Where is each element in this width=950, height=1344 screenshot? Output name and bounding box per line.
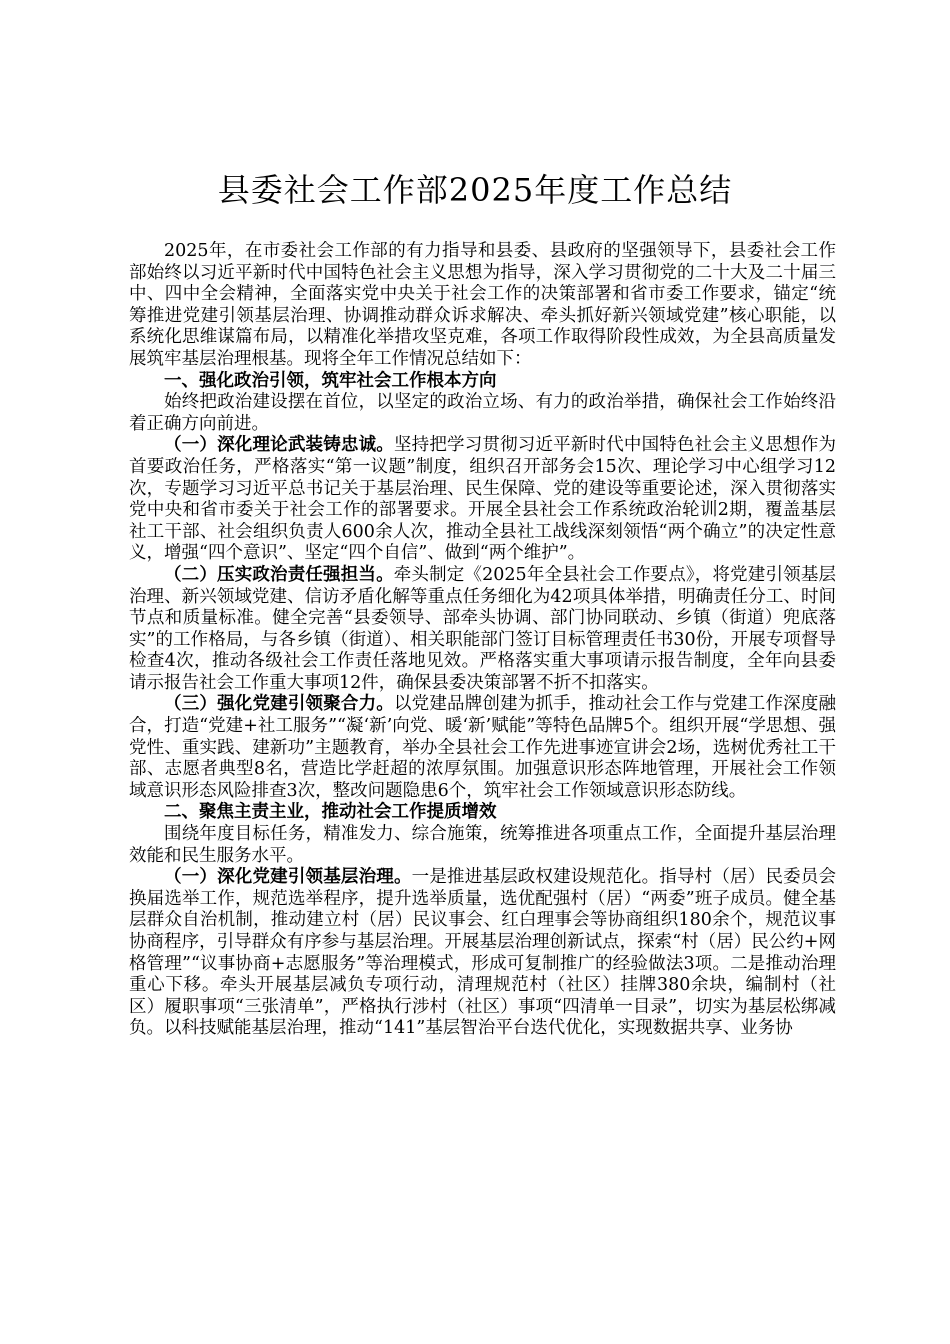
paragraph-text: 一、强化政治引领，筑牢社会工作根本方向 xyxy=(164,370,497,391)
subsection-lead: （三）强化党建引领聚合力。 xyxy=(164,694,394,715)
paragraph-text: 始终把政治建设摆在首位，以坚定的政治立场、有力的政治举措，确保社会工作始终沿着正确方向前进。 xyxy=(129,392,836,434)
document-body xyxy=(129,241,836,1040)
body-paragraph xyxy=(129,867,836,1040)
paragraph-text: 一是推进基层政权建设规范化。指导村（居）民委员会换届选举工作，规范选举程序，提升选举质量，选优配强村（居）“两委”班子成员。健全基层群众自治机制，推动建立村（居）民议事会、红白理事会等协商组织180余个，规范议事协商程序，引导群众有序参与基层治理。开展基层治理创新试点，探索“村（居）民公约+网格管理”“议事协商+志愿服务”等治理模式，形成可复制推广的经验做法3项。二是推动治理重心下移。牵头开展基层减负专项行动，清理规范村（社区）挂牌380余块，编制村（社区）履职事项“三张清单”，严格执行涉村（社区）事项“四清单一目录”，切实为基层松绑减负。以科技赋能基层治理，推动“141”基层智治平台迭代优化，实现数据共享、业务协 xyxy=(129,867,837,1039)
paragraph-text: 牵头制定《2025年全县社会工作要点》，将党建引领基层治理、新兴领域党建、信访矛盾化解等重点任务细化为42项具体举措，明确责任分工、时间节点和质量标准。健全完善“县委领导、部牵头协调、部门协同联动、乡镇（街道）兜底落实”的工作格局，与各乡镇（街道）、相关职能部门签订目标管理责任书30份，开展专项督导检查4次，推动各级社会工作责任落地见效。严格落实重大事项请示报告制度，全年向县委请示报告社会工作重大事项12件，确保县委决策部署不折不扣落实。 xyxy=(129,564,836,693)
document-title: 县委社会工作部2025年度工作总结 xyxy=(217,171,733,209)
subsection-lead: （一）深化党建引领基层治理。 xyxy=(164,867,412,888)
subsection-lead: （二）压实政治责任强担当。 xyxy=(164,564,394,585)
paragraph-text: 围绕年度目标任务，精准发力、综合施策，统筹推进各项重点工作，全面提升基层治理效能和民生服务水平。 xyxy=(129,824,836,866)
paragraph-text: 坚持把学习贯彻习近平新时代中国特色社会主义思想作为首要政治任务，严格落实“第一议题”制度，组织召开部务会15次、理论学习中心组学习12次，专题学习习近平总书记关于基层治理、民生保障、党的建设等重要论述，深入贯彻落实党中央和省市委关于社会工作的部署要求。开展全县社会工作系统政治轮训2期，覆盖基层社工干部、社会组织负责人600余人次，推动全县社工战线深刻领悟“两个确立”的决定性意义，增强“四个意识”、坚定“四个自信”、做到“两个维护”。 xyxy=(129,435,837,564)
body-paragraph xyxy=(129,565,836,695)
section-heading xyxy=(129,802,836,824)
paragraph-text: 2025年，在市委社会工作部的有力指导和县委、县政府的坚强领导下，县委社会工作部始终以习近平新时代中国特色社会主义思想为指导，深入学习贯彻党的二十大及二十届三中、四中全会精神，全面落实党中央关于社会工作的决策部署和省市委工作要求，锚定“统筹推进党建引领基层治理、协调推动群众诉求解决、牵头抓好新兴领域党建”核心职能，以系统化思维谋篇布局，以精准化举措攻坚克难，各项工作取得阶段性成效，为全县高质量发展筑牢基层治理根基。现将全年工作情况总结如下： xyxy=(129,241,836,369)
paragraph-text: 以党建品牌创建为抓手，推动社会工作与党建工作深度融合，打造“党建+社工服务”“凝‘新’向党、暖‘新’赋能”等特色品牌5个。组织开展“学思想、强党性、重实践、建新功”主题教育，举办全县社会工作先进事迹宣讲会2场，选树优秀社工干部、志愿者典型8名，营造比学赶超的浓厚氛围。加强意识形态阵地管理，开展社会工作领域意识形态风险排查3次，整改问题隐患6个，筑牢社会工作领域意识形态防线。 xyxy=(129,694,837,801)
body-paragraph xyxy=(129,392,836,435)
section-heading xyxy=(129,371,836,393)
subsection-lead: （一）深化理论武装铸忠诚。 xyxy=(164,435,394,456)
body-paragraph xyxy=(129,694,836,802)
body-paragraph xyxy=(129,241,836,371)
body-paragraph xyxy=(129,824,836,867)
paragraph-text: 二、聚焦主责主业，推动社会工作提质增效 xyxy=(164,802,497,823)
body-paragraph xyxy=(129,435,836,565)
